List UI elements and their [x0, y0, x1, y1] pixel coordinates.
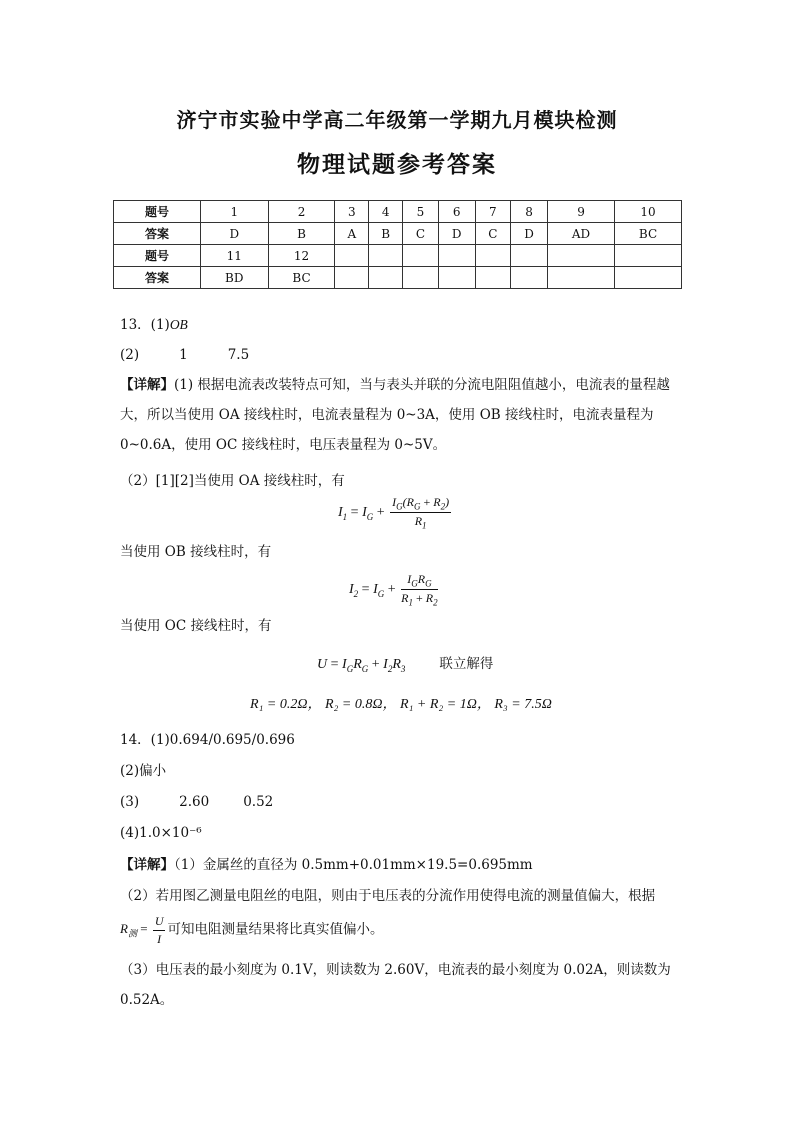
table-cell: 9 [547, 201, 614, 223]
table-cell [403, 267, 438, 289]
table-cell: B [268, 223, 335, 245]
table-cell [547, 267, 614, 289]
q14-detail-3: （3）电压表的最小刻度为 0.1V，则读数为 2.60V，电流表的最小刻度为 0.02A，则读数为 0.52A。 [120, 962, 671, 1008]
table-cell: BC [615, 223, 682, 245]
table-cell [438, 267, 475, 289]
row-label: 题号 [114, 201, 201, 223]
q14-part3: (3) 2.60 0.52 [120, 794, 274, 810]
detail-tag: 【详解】 [120, 857, 174, 873]
q14-part1: 14．(1)0.694/0.695/0.696 [120, 732, 295, 748]
table-cell [615, 267, 682, 289]
table-row [114, 201, 682, 223]
q13-oa-intro: （2）[1][2]当使用 OA 接线柱时，有 [120, 473, 345, 489]
table-cell [335, 245, 369, 267]
answer-table [113, 200, 682, 289]
table-cell: D [438, 223, 475, 245]
table-cell: 8 [511, 201, 548, 223]
table-cell: 1 [200, 201, 268, 223]
table-cell: 4 [369, 201, 403, 223]
q14-detail-1: 【详解】（1）金属丝的直径为 0.5mm+0.01mm×19.5=0.695mm [120, 857, 533, 873]
q14-part2: (2)偏小 [120, 763, 167, 779]
table-cell: 10 [615, 201, 682, 223]
table-cell: 2 [268, 201, 335, 223]
formula-ob: $I_2 = I_G$ + $\frac{I_GR_G}{R_1 + R_2}$ [349, 572, 438, 608]
table-cell: D [511, 223, 548, 245]
row-label: 题号 [114, 245, 201, 267]
q13-ob-intro: 当使用 OB 接线柱时，有 [120, 544, 272, 560]
table-cell: 6 [438, 201, 475, 223]
table-row [114, 267, 682, 289]
q14-detail-2a: （2）若用图乙测量电阻丝的电阻，则由于电压表的分流作用使得电流的测量值偏大，根据 [120, 888, 656, 904]
table-cell [369, 267, 403, 289]
table-cell: 11 [200, 245, 268, 267]
table-cell [438, 245, 475, 267]
q13-oc-intro: 当使用 OC 接线柱时，有 [120, 618, 272, 634]
table-row [114, 223, 682, 245]
table-cell [403, 245, 438, 267]
q13-part1: 13．(1)OB [120, 317, 188, 333]
formula-oa: $I_1 = I_G$ + $\frac{I_G(R_G + R_2)}{R_1}$ [338, 495, 450, 531]
detail-tag: 【详解】 [120, 377, 174, 393]
table-cell: 12 [268, 245, 335, 267]
formula-results: R₁ = 0.2Ω， R₂ = 0.8Ω， R₁ + R₂ = 1Ω， R₃ = 7.5Ω [250, 697, 552, 712]
table-cell: 3 [335, 201, 369, 223]
row-label: 答案 [114, 223, 201, 245]
table-cell [369, 245, 403, 267]
q14-part4: (4)1.0×10⁻⁶ [120, 825, 202, 841]
table-cell [475, 245, 510, 267]
table-cell [475, 267, 510, 289]
table-cell: D [200, 223, 268, 245]
table-cell [547, 245, 614, 267]
table-cell: AD [547, 223, 614, 245]
table-cell: C [475, 223, 510, 245]
table-cell: C [403, 223, 438, 245]
q13-part2: (2) 1 7.5 [120, 347, 250, 363]
table-row [114, 245, 682, 267]
table-cell [511, 267, 548, 289]
table-cell: BC [268, 267, 335, 289]
answer-key-title: 物理试题参考答案 [297, 151, 497, 178]
table-cell: 5 [403, 201, 438, 223]
table-cell: BD [200, 267, 268, 289]
q14-detail-2b: $R_测$ = $\frac{U}{I}$ 可知电阻测量结果将比真实值偏小。 [120, 914, 384, 946]
table-cell [511, 245, 548, 267]
table-cell: 7 [475, 201, 510, 223]
table-cell: B [369, 223, 403, 245]
formula-oc: $U = I_GR_G + I_2R_3$ 联立解得 [317, 656, 494, 674]
exam-title: 济宁市实验中学高二年级第一学期九月模块检测 [176, 108, 618, 132]
table-cell [335, 267, 369, 289]
q13-detail-paragraph: 【详解】(1) 根据电流表改装特点可知，当与表头并联的分流电阻阻值越小，电流表的量程越大，所以当使用 OA 接线柱时，电流表量程为 0~3A，使用 OB 接线柱时，电流表量程为 0~0.6A，使用 OC 接线柱时，电压表量程为 0~5V。 [120, 377, 670, 453]
row-label: 答案 [114, 267, 201, 289]
table-cell: A [335, 223, 369, 245]
table-cell [615, 245, 682, 267]
